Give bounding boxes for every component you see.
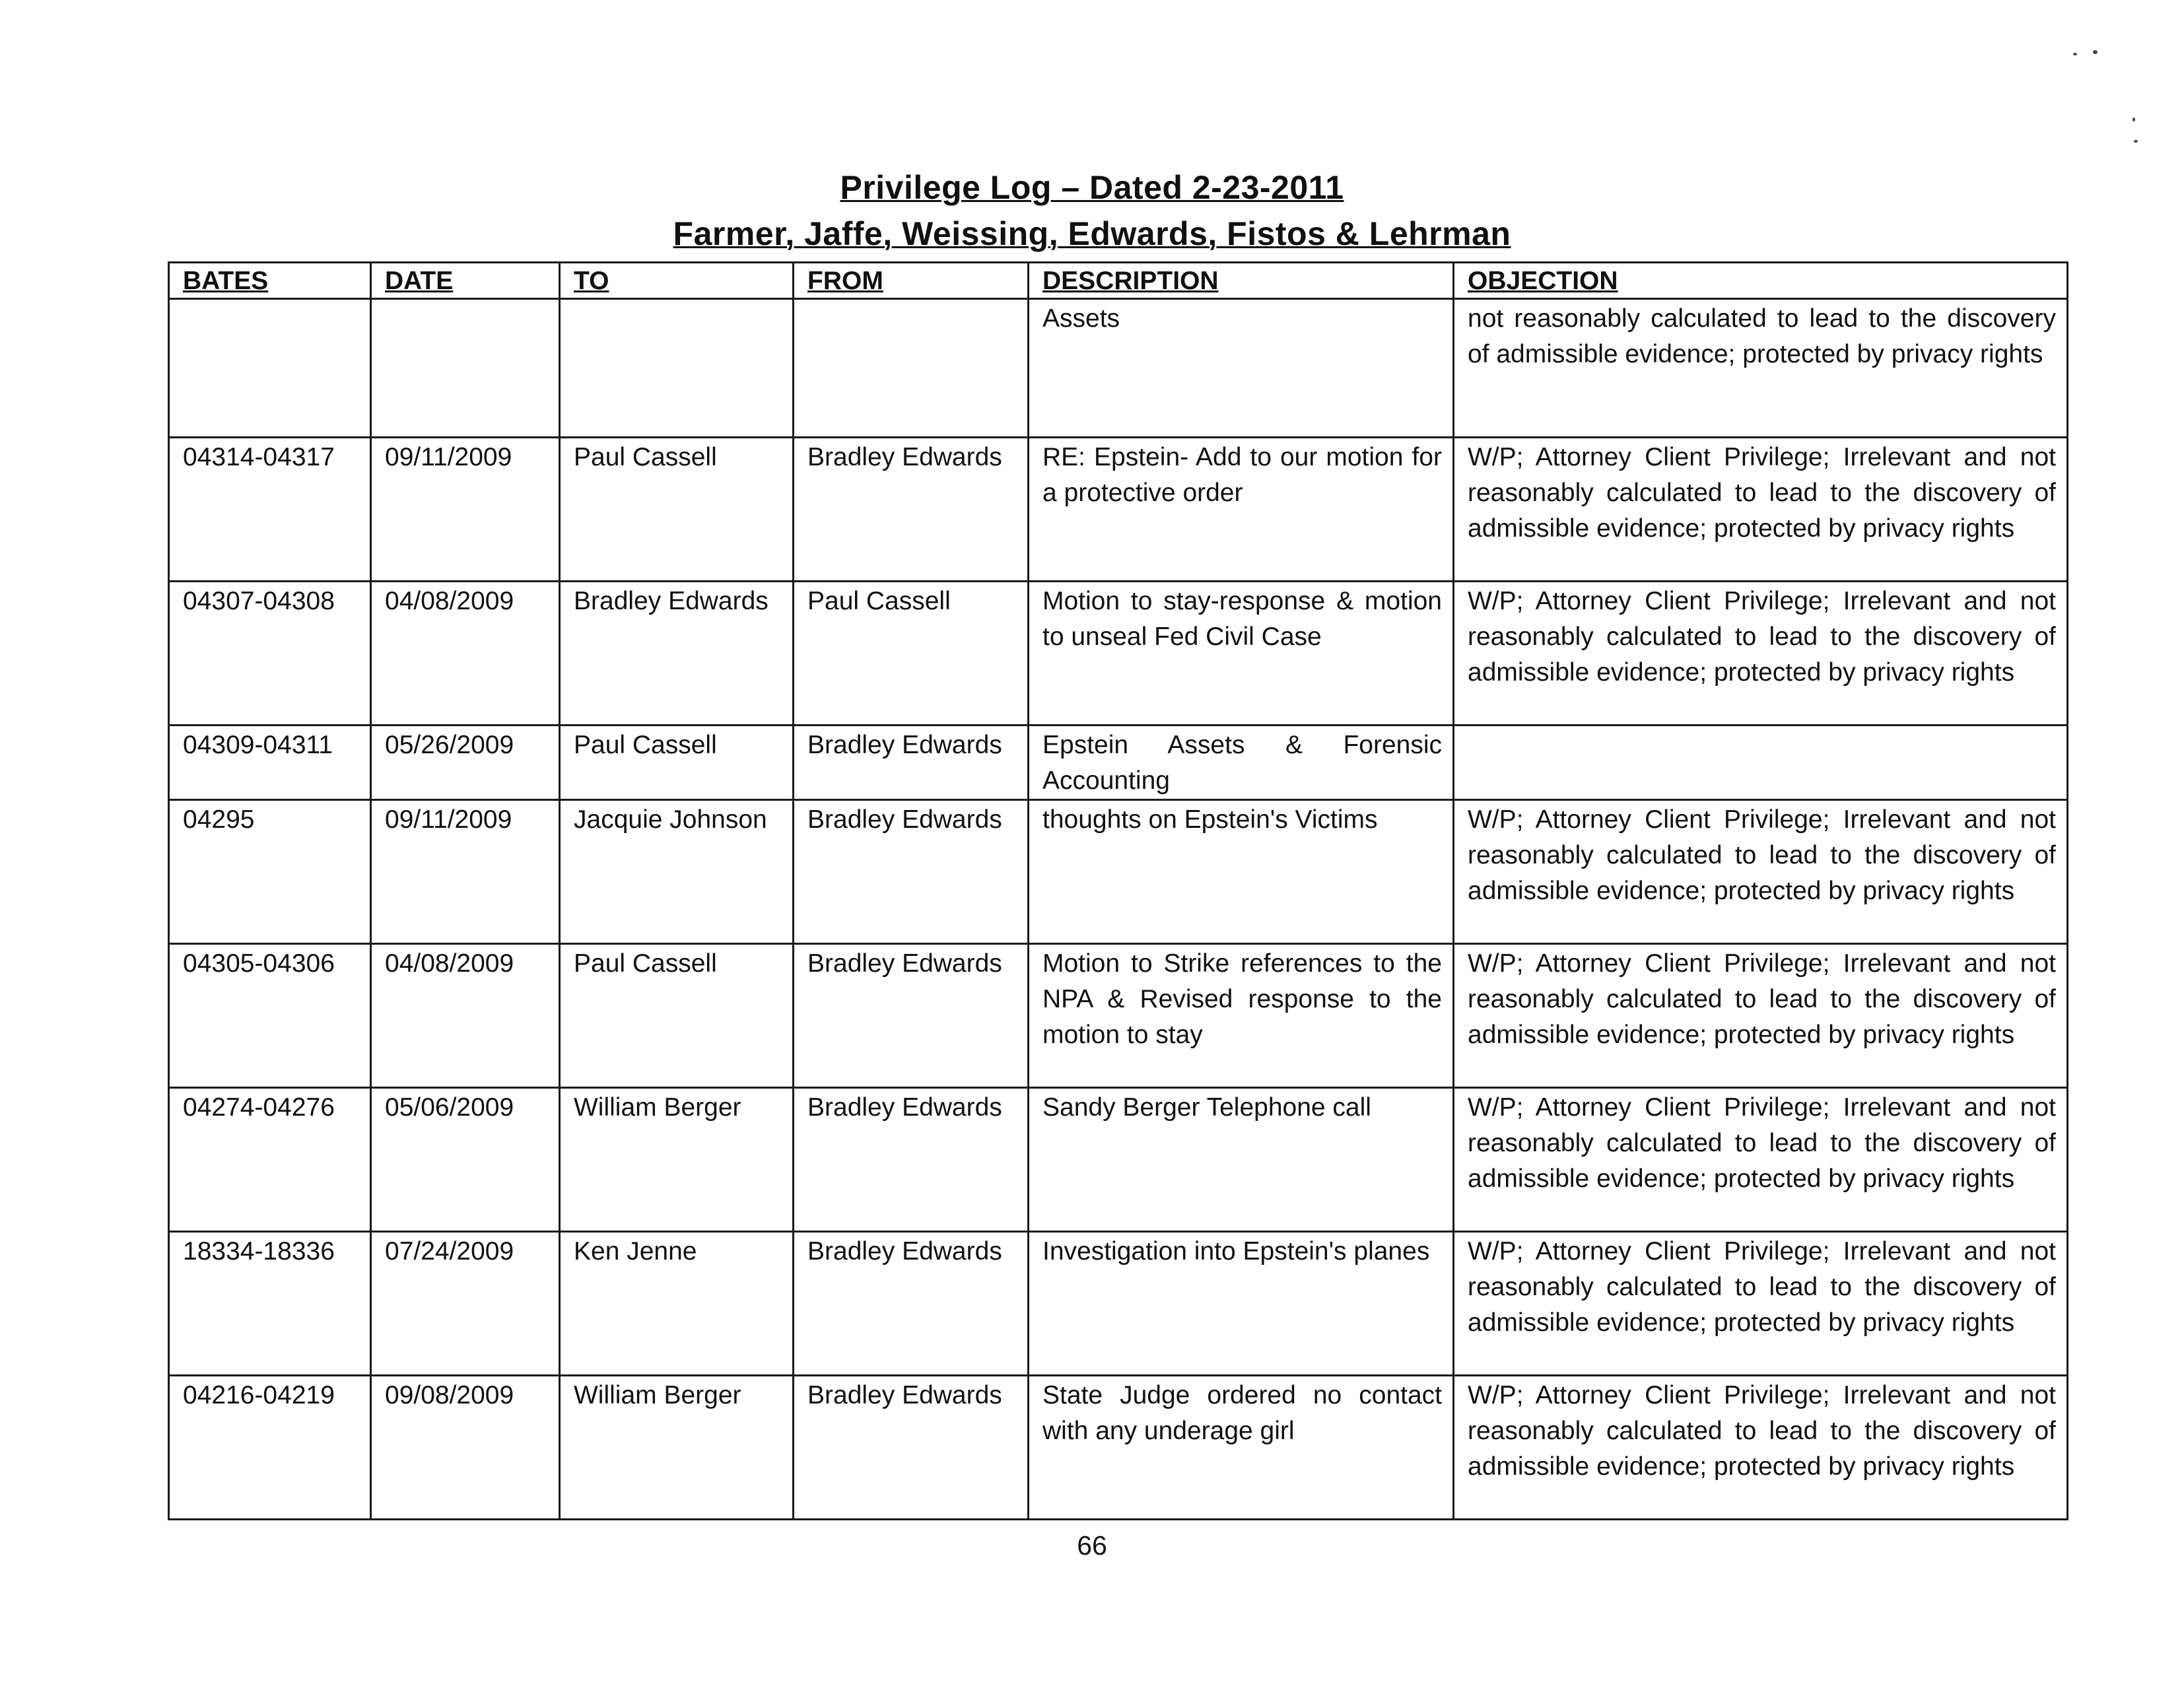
cell-from: Paul Cassell xyxy=(794,582,1029,726)
cell-date: 04/08/2009 xyxy=(371,582,560,726)
header-date: DATE xyxy=(371,263,560,299)
table-row xyxy=(169,582,2068,726)
cell-objection: W/P; Attorney Client Privilege; Irrelevant and not reasonably calculated to lead to the discovery of admissible evidence; protected by privacy rights xyxy=(1454,800,2068,944)
document-title: Privilege Log – Dated 2-23-2011 xyxy=(840,169,1344,206)
cell-from: Bradley Edwards xyxy=(794,1232,1029,1376)
scan-speck xyxy=(2093,50,2098,54)
cell-to: Bradley Edwards xyxy=(560,582,794,726)
cell-description: Motion to stay-response & motion to unseal Fed Civil Case xyxy=(1029,582,1454,726)
table-row xyxy=(169,1232,2068,1376)
cell-objection: W/P; Attorney Client Privilege; Irrelevant and not reasonably calculated to lead to the discovery of admissible evidence; protected by privacy rights xyxy=(1454,582,2068,726)
cell-bates: 04314-04317 xyxy=(169,438,371,582)
cell-from: Bradley Edwards xyxy=(794,1088,1029,1232)
table-row xyxy=(169,1376,2068,1520)
cell-description: Assets xyxy=(1029,299,1454,438)
cell-date: 05/06/2009 xyxy=(371,1088,560,1232)
cell-date: 07/24/2009 xyxy=(371,1232,560,1376)
cell-to: William Berger xyxy=(560,1376,794,1520)
page-number: 66 xyxy=(1077,1530,1107,1561)
cell-date: 04/08/2009 xyxy=(371,944,560,1088)
table-header-row xyxy=(169,263,2068,299)
header-from: FROM xyxy=(794,263,1029,299)
cell-from: Bradley Edwards xyxy=(794,800,1029,944)
cell-to: Paul Cassell xyxy=(560,726,794,800)
cell-to: Jacquie Johnson xyxy=(560,800,794,944)
cell-description: Sandy Berger Telephone call xyxy=(1029,1088,1454,1232)
cell-to: Paul Cassell xyxy=(560,438,794,582)
cell-bates xyxy=(169,299,371,438)
cell-date: 05/26/2009 xyxy=(371,726,560,800)
cell-bates: 04216-04219 xyxy=(169,1376,371,1520)
scan-speck xyxy=(2134,140,2138,143)
cell-bates: 04274-04276 xyxy=(169,1088,371,1232)
cell-to: William Berger xyxy=(560,1088,794,1232)
cell-to xyxy=(560,299,794,438)
cell-bates: 18334-18336 xyxy=(169,1232,371,1376)
cell-from xyxy=(794,299,1029,438)
cell-bates: 04295 xyxy=(169,800,371,944)
cell-to: Paul Cassell xyxy=(560,944,794,1088)
scan-speck xyxy=(2073,53,2077,55)
table-row xyxy=(169,299,2068,438)
cell-objection: not reasonably calculated to lead to the discovery of admissible evidence; protected by privacy rights xyxy=(1454,299,2068,438)
cell-objection: W/P; Attorney Client Privilege; Irrelevant and not reasonably calculated to lead to the discovery of admissible evidence; protected by privacy rights xyxy=(1454,1232,2068,1376)
cell-description: State Judge ordered no contact with any underage girl xyxy=(1029,1376,1454,1520)
table-row xyxy=(169,944,2068,1088)
cell-date xyxy=(371,299,560,438)
cell-bates: 04309-04311 xyxy=(169,726,371,800)
cell-description: Epstein Assets & Forensic Accounting xyxy=(1029,726,1454,800)
cell-description: RE: Epstein- Add to our motion for a protective order xyxy=(1029,438,1454,582)
table-row xyxy=(169,726,2068,800)
cell-description: Investigation into Epstein's planes xyxy=(1029,1232,1454,1376)
cell-objection: W/P; Attorney Client Privilege; Irrelevant and not reasonably calculated to lead to the discovery of admissible evidence; protected by privacy rights xyxy=(1454,944,2068,1088)
table-row xyxy=(169,800,2068,944)
cell-objection xyxy=(1454,726,2068,800)
cell-objection: W/P; Attorney Client Privilege; Irrelevant and not reasonably calculated to lead to the discovery of admissible evidence; protected by privacy rights xyxy=(1454,1376,2068,1520)
cell-description: thoughts on Epstein's Victims xyxy=(1029,800,1454,944)
header-description: DESCRIPTION xyxy=(1029,263,1454,299)
cell-date: 09/11/2009 xyxy=(371,438,560,582)
header-bates: BATES xyxy=(169,263,371,299)
cell-from: Bradley Edwards xyxy=(794,726,1029,800)
cell-to: Ken Jenne xyxy=(560,1232,794,1376)
cell-date: 09/11/2009 xyxy=(371,800,560,944)
table-row xyxy=(169,1088,2068,1232)
header-to: TO xyxy=(560,263,794,299)
document-subtitle: Farmer, Jaffe, Weissing, Edwards, Fistos & Lehrman xyxy=(673,215,1511,252)
cell-bates: 04305-04306 xyxy=(169,944,371,1088)
cell-date: 09/08/2009 xyxy=(371,1376,560,1520)
header-objection: OBJECTION xyxy=(1454,263,2068,299)
cell-from: Bradley Edwards xyxy=(794,438,1029,582)
cell-from: Bradley Edwards xyxy=(794,1376,1029,1520)
cell-from: Bradley Edwards xyxy=(794,944,1029,1088)
cell-objection: W/P; Attorney Client Privilege; Irrelevant and not reasonably calculated to lead to the discovery of admissible evidence; protected by privacy rights xyxy=(1454,1088,2068,1232)
cell-description: Motion to Strike references to the NPA & Revised response to the motion to stay xyxy=(1029,944,1454,1088)
table-row xyxy=(169,438,2068,582)
scan-speck xyxy=(2133,118,2135,121)
cell-bates: 04307-04308 xyxy=(169,582,371,726)
privilege-log-table xyxy=(168,261,2068,1520)
cell-objection: W/P; Attorney Client Privilege; Irrelevant and not reasonably calculated to lead to the discovery of admissible evidence; protected by privacy rights xyxy=(1454,438,2068,582)
